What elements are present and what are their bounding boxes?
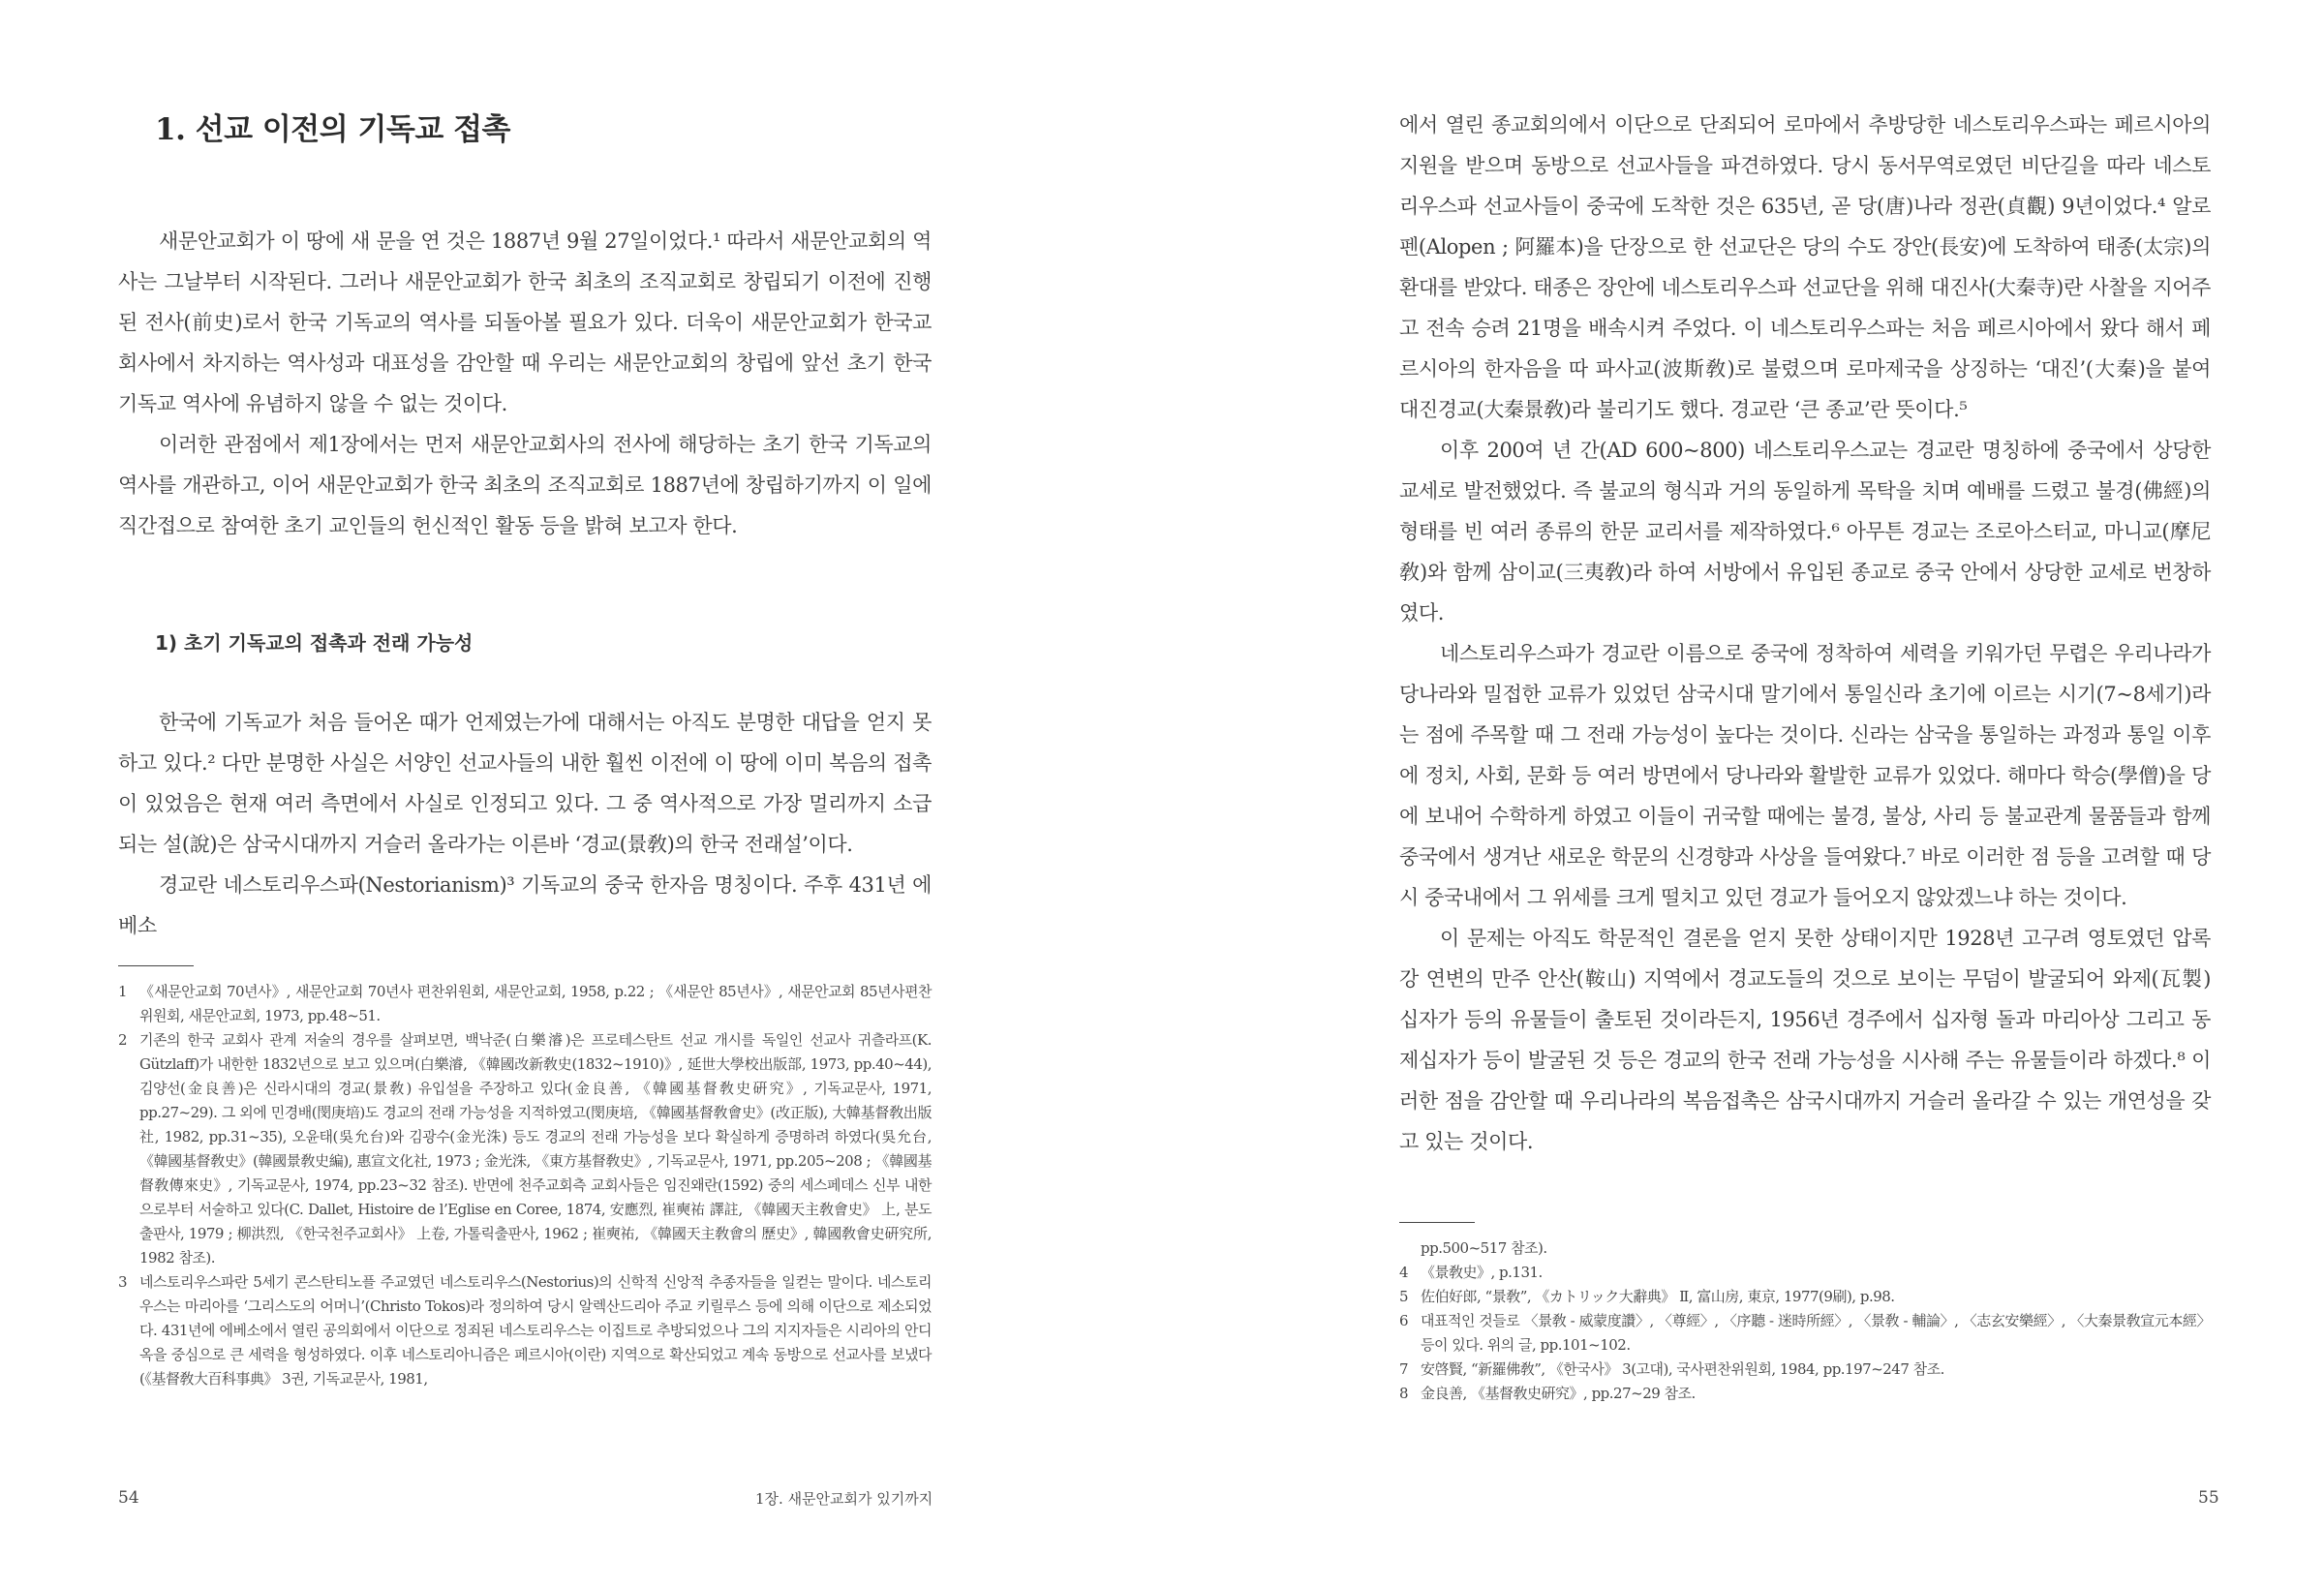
footnote xyxy=(118,1270,932,1391)
footnote xyxy=(118,980,932,1028)
right-page xyxy=(1162,0,2324,1587)
footnote-number: 7 xyxy=(1399,1360,1409,1378)
main-text xyxy=(1399,105,2211,1162)
chapter-title: 1. 선교 이전의 기독교 접촉 xyxy=(155,112,510,147)
footnote-number: 5 xyxy=(1399,1288,1409,1305)
paragraph: 에서 열린 종교회의에서 이단으로 단죄되어 로마에서 추방당한 네스토리우스파는 페르시아의 지원을 받으며 동방으로 선교사들을 파견하였다. 당시 동서무역로였던 비단길을 따라 네스토리우스파 선교사들이 중국에 도착한 것은 635년, 곧 당(唐)나라 정관(貞觀) 9년이었다.⁴ 알로펜(Alopen ; 阿羅本)을 단장으로 한 선교단은 당의 수도 장안(長安)에 도착하여 태종(太宗)의 환대를 받았다. 태종은 장안에 네스토리우스파 선교단을 위해 대진사(大秦寺)란 사찰을 지어주고 전속 승려 21명을 배속시켜 주었다. 이 네스토리우스파는 처음 페르시아에서 왔다 해서 페르시아의 한자음을 따 파사교(波斯敎)로 불렸으며 로마제국을 상징하는 ‘대진’(大秦)을 붙여 대진경교(大秦景敎)라 불리기도 했다. 경교란 ‘큰 종교’란 뜻이다.⁵ xyxy=(1399,113,2211,421)
footnote-number: 8 xyxy=(1399,1385,1409,1402)
paragraph: 이 문제는 아직도 학문적인 결론을 얻지 못한 상태이지만 1928년 고구려 영토였던 압록강 연변의 만주 안산(鞍山) 지역에서 경교도들의 것으로 보이는 무덤이 발굴되어 와제(瓦製) 십자가 등의 유물들이 출토된 것이라든지, 1956년 경주에서 십자형 돌과 마리아상 그리고 동제십자가 등이 발굴된 것 등은 경교의 한국 전래 가능성을 시사해 주는 유물들이라 하겠다.⁸ 이러한 점을 감안할 때 우리나라의 복음접촉은 삼국시대까지 거슬러 올라갈 수 있는 개연성을 갖고 있는 것이다. xyxy=(1399,927,2211,1153)
footnote-continuation: pp.500~517 참조). xyxy=(1421,1239,1547,1257)
footnote-number: 2 xyxy=(118,1031,128,1049)
footnote-number: 3 xyxy=(118,1273,128,1291)
footnote-text: 《새문안교회 70년사》, 새문안교회 70년사 편찬위원회, 새문안교회, 1958, p.22 ; 《새문안 85년사》, 새문안교회 85년사편찬위원회, 새문안교회, 1973, pp.48~51. xyxy=(139,983,932,1024)
footnote xyxy=(118,1028,932,1270)
footnote-text: 《景敎史》, p.131. xyxy=(1421,1264,1543,1281)
section-text xyxy=(118,702,932,946)
footnote xyxy=(1399,1261,2211,1285)
intro-text xyxy=(118,221,932,546)
paragraph: 네스토리우스파가 경교란 이름으로 중국에 정착하여 세력을 키워가던 무렵은 우리나라가 당나라와 밀접한 교류가 있었던 삼국시대 말기에서 통일신라 초기에 이르는 시기(7~8세기)라는 점에 주목할 때 그 전래 가능성이 높다는 것이다. 신라는 삼국을 통일하는 과정과 통일 이후에 정치, 사회, 문화 등 여러 방면에서 당나라와 활발한 교류가 있었다. 해마다 학승(學僧)을 당에 보내어 수학하게 하였고 이들이 귀국할 때에는 불경, 불상, 사리 등 불교관계 물품들과 함께 중국에서 생겨난 새로운 학문의 신경향과 사상을 들여왔다.⁷ 바로 이러한 점 등을 고려할 때 당시 중국내에서 그 위세를 크게 떨치고 있던 경교가 들어오지 않았겠느냐 하는 것이다. xyxy=(1399,642,2211,909)
paragraph: 새문안교회가 이 땅에 새 문을 연 것은 1887년 9월 27일이었다.¹ 따라서 새문안교회의 역사는 그날부터 시작된다. 그러나 새문안교회가 한국 최초의 조직교회로 창립되기 이전에 진행된 전사(前史)로서 한국 기독교의 역사를 되돌아볼 필요가 있다. 더욱이 새문안교회가 한국교회사에서 차지하는 역사성과 대표성을 감안할 때 우리는 새문안교회의 창립에 앞선 초기 한국 기독교 역사에 유념하지 않을 수 없는 것이다. xyxy=(118,229,932,415)
paragraph: 경교란 네스토리우스파(Nestorianism)³ 기독교의 중국 한자음 명칭이다. 주후 431년 에베소 xyxy=(118,873,932,937)
footnotes xyxy=(1399,1236,2211,1406)
section-heading: 1) 초기 기독교의 접촉과 전래 가능성 xyxy=(155,631,474,655)
paragraph: 한국에 기독교가 처음 들어온 때가 언제였는가에 대해서는 아직도 분명한 대답을 얻지 못하고 있다.² 다만 분명한 사실은 서양인 선교사들의 내한 훨씬 이전에 이 땅에 이미 복음의 접촉이 있었음은 현재 여러 측면에서 사실로 인정되고 있다. 그 중 역사적으로 가장 멀리까지 소급되는 설(說)은 삼국시대까지 거슬러 올라가는 이른바 ‘경교(景敎)의 한국 전래설’이다. xyxy=(118,711,932,856)
page-number: 55 xyxy=(2198,1488,2219,1508)
footnote-text: 네스토리우스파란 5세기 콘스탄티노플 주교였던 네스토리우스(Nestorius)의 신학적 신앙적 추종자들을 일컫는 말이다. 네스토리우스는 마리아를 ‘그리스도의 어머니’(Christo Tokos)라 정의하여 당시 알렉산드리아 주교 키릴루스 등에 의해 이단으로 제소되었다. 431년에 에베소에서 열린 공의회에서 이단으로 정죄된 네스토리우스는 이집트로 추방되었으나 그의 지지자들은 시리아의 안디옥을 중심으로 큰 세력을 형성하였다. 이후 네스토리아니즘은 페르시아(이란) 지역으로 확산되었고 계속 동방으로 선교사를 보냈다(《基督敎大百科事典》 3권, 기독교문사, 1981, xyxy=(139,1273,932,1388)
footnote-text: 대표적인 것들로 〈景敎 - 威蒙度讚〉, 〈尊經〉, 〈序聽 - 迷時所經〉, 〈景敎 - 輔論〉, 〈志玄安樂經〉, 〈大秦景敎宣元本經〉 등이 있다. 위의 글, pp.101~102. xyxy=(1421,1312,2211,1354)
running-head: 1장. 새문안교회가 있기까지 xyxy=(755,1490,933,1508)
footnote xyxy=(1399,1382,2211,1406)
footnote xyxy=(1399,1309,2211,1358)
footnote-rule xyxy=(118,965,194,966)
footnote-number: 4 xyxy=(1399,1264,1409,1281)
footnote-number: 1 xyxy=(118,983,128,1000)
page-number: 54 xyxy=(118,1488,139,1508)
footnote xyxy=(1399,1358,2211,1382)
footnote-rule xyxy=(1399,1222,1475,1223)
footnote-text: 安啓賢, “新羅佛敎”, 《한국사》 3(고대), 국사편찬위원회, 1984, pp.197~247 참조. xyxy=(1421,1360,1944,1378)
paragraph: 이러한 관점에서 제1장에서는 먼저 새문안교회사의 전사에 해당하는 초기 한국 기독교의 역사를 개관하고, 이어 새문안교회가 한국 최초의 조직교회로 1887년에 창립하기까지 이 일에 직간접으로 참여한 초기 교인들의 헌신적인 활동 등을 밝혀 보고자 한다. xyxy=(118,433,932,537)
footnotes xyxy=(118,980,932,1391)
footnote-text: 기존의 한국 교회사 관계 저술의 경우를 살펴보면, 백낙준(白樂濬)은 프로테스탄트 선교 개시를 독일인 선교사 귀츨라프(K. Gützlaff)가 내한한 1832년으로 보고 있으며(白樂濬, 《韓國改新敎史(1832~1910)》, 延世大學校出版部, 1973, pp.40~44), 김양선(金良善)은 신라시대의 경교(景敎) 유입설을 주장하고 있다(金良善, 《韓國基督敎史硏究》, 기독교문사, 1971, pp.27~29). 그 외에 민경배(閔庚培)도 경교의 전래 가능성을 지적하였고(閔庚培, 《韓國基督敎會史》(改正版), 大韓基督敎出版社, 1982, pp.31~35), 오윤태(吳允台)와 김광수(金光洙) 등도 경교의 전래 가능성을 보다 확실하게 증명하려 하였다(吳允台, 《韓國基督敎史》(韓國景敎史編), 惠宣文化社, 1973 ; 金光洙, 《東方基督敎史》, 기독교문사, 1971, pp.205~208 ; 《韓國基督敎傳來史》, 기독교문사, 1974, pp.23~32 참조). 반면에 천주교회측 교회사들은 임진왜란(1592) 중의 세스페데스 신부 내한으로부터 서술하고 있다(C. Dallet, Histoire de l’Eglise en Coree, 1874, 安應烈, 崔奭祐 譯註, 《韓國天主敎會史》 上, 분도출판사, 1979 ; 柳洪烈, 《한국천주교회사》 上卷, 가톨릭출판사, 1962 ; 崔奭祐, 《韓國天主敎會의 歷史》, 韓國敎會史硏究所, 1982 참조). xyxy=(139,1031,932,1267)
footnote-text: 金良善, 《基督敎史硏究》, pp.27~29 참조. xyxy=(1421,1385,1696,1402)
footnote xyxy=(1399,1285,2211,1309)
paragraph: 이후 200여 년 간(AD 600~800) 네스토리우스교는 경교란 명칭하에 중국에서 상당한 교세로 발전했었다. 즉 불교의 형식과 거의 동일하게 목탁을 치며 예배를 드렸고 불경(佛經)의 형태를 빈 여러 종류의 한문 교리서를 제작하였다.⁶ 아무튼 경교는 조로아스터교, 마니교(摩尼敎)와 함께 삼이교(三夷敎)라 하여 서방에서 유입된 종교로 중국 안에서 상당한 교세로 번창하였다. xyxy=(1399,439,2211,625)
footnote-text: 佐伯好郎, “景敎”, 《カトリック大辭典》 Ⅱ, 富山房, 東京, 1977(9刷), p.98. xyxy=(1421,1288,1895,1305)
footnote-number: 6 xyxy=(1399,1312,1409,1329)
